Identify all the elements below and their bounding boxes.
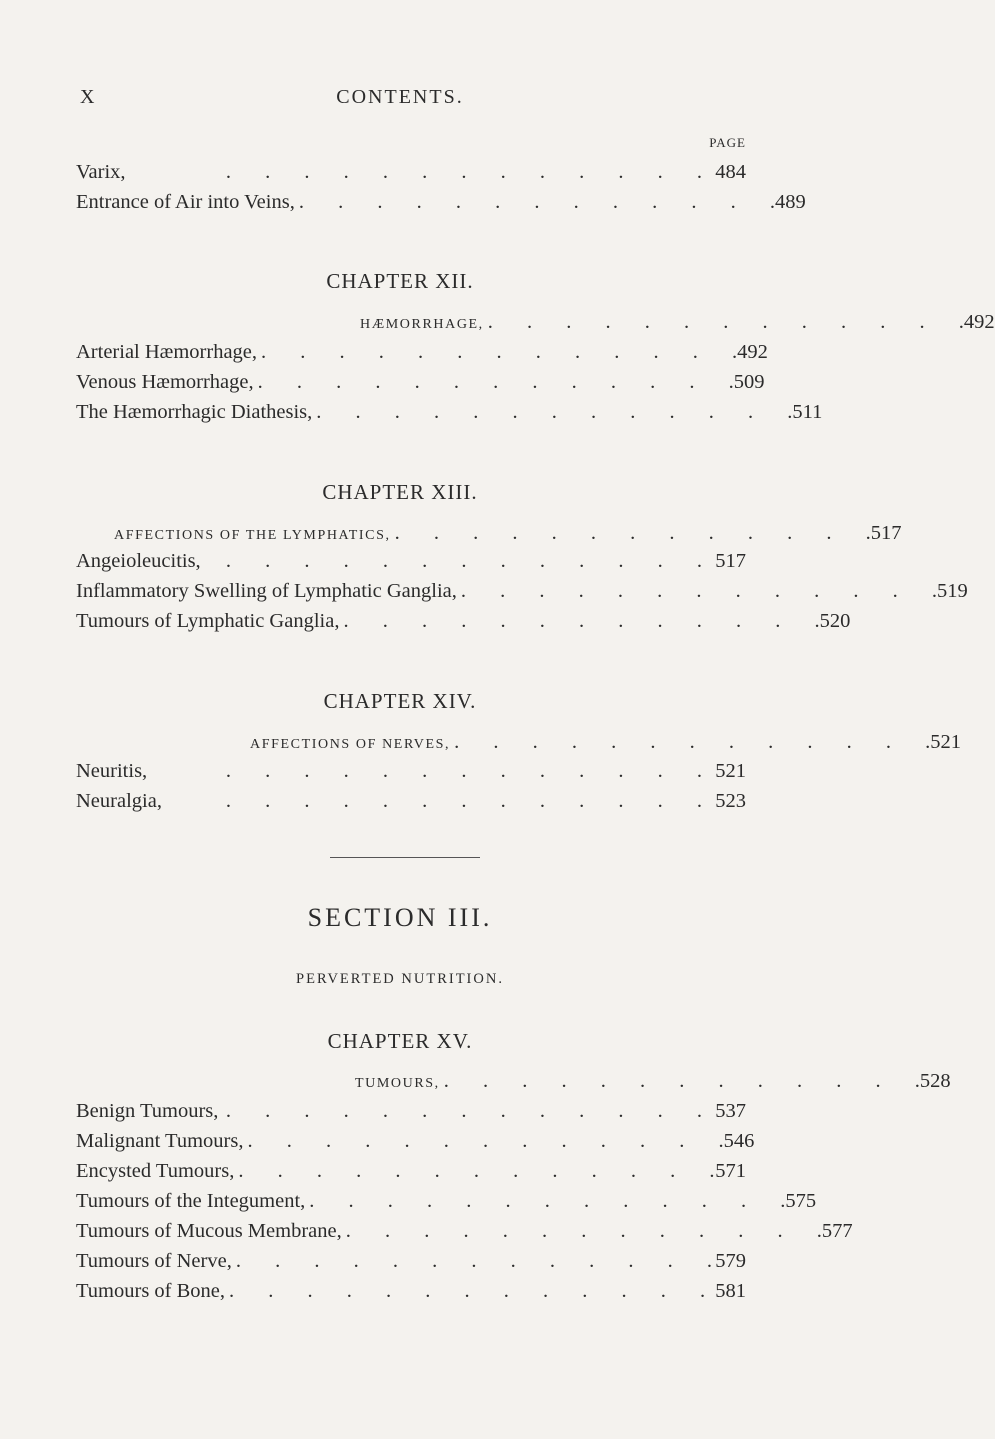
toc-entry-page: 577 xyxy=(821,1220,853,1242)
dot-leader: . . . . . . . . . . . . . xyxy=(225,760,702,782)
toc-entry xyxy=(76,1250,746,1280)
toc-entry xyxy=(76,161,746,191)
toc-entry-title: Entrance of Air into Veins, xyxy=(76,191,295,213)
toc-entry-page: 511 xyxy=(792,401,823,423)
toc-entry-page: 581 xyxy=(715,1280,746,1302)
dot-leader: . . . . . . . . . . . . . xyxy=(316,401,793,423)
chapter-title: CHAPTER XII. xyxy=(326,269,474,293)
toc-entry-page: 546 xyxy=(723,1130,755,1152)
toc-entry-title: Venous Hæmorrhage, xyxy=(76,371,254,393)
toc-entry xyxy=(76,1190,817,1220)
running-head xyxy=(80,86,720,116)
dot-leader: . . . . . . . . . . . . . xyxy=(261,341,738,363)
toc-entry-page: 571 xyxy=(715,1160,746,1182)
page-folio: X xyxy=(80,86,96,108)
toc-entry-title: Encysted Tumours, xyxy=(76,1160,235,1182)
dot-leader: . . . . . . . . . . . . . xyxy=(235,1250,712,1272)
toc-entry-page: 484 xyxy=(715,161,746,183)
toc-entry-title: The Hæmorrhagic Diathesis, xyxy=(76,401,313,423)
running-title: CONTENTS. xyxy=(336,86,464,108)
toc-entry-page: 519 xyxy=(937,580,968,602)
chapter-title: CHAPTER XIV. xyxy=(323,689,477,713)
chapter-subject-title: AFFECTIONS OF THE LYMPHATICS, xyxy=(114,528,391,543)
toc-entry-page: 492 xyxy=(737,341,768,363)
toc-entry-page: 517 xyxy=(715,550,746,572)
toc-entry-title: Varix, xyxy=(76,161,126,183)
chapter-subject-page: 492 xyxy=(963,311,995,333)
toc-entry-title: Tumours of Bone, xyxy=(76,1280,226,1302)
toc-entry-title: Arterial Hæmorrhage, xyxy=(76,341,258,363)
toc-entry-title: Benign Tumours, xyxy=(76,1100,219,1122)
dot-leader: . . . . . . . . . . . . . xyxy=(394,522,871,544)
toc-entry xyxy=(76,371,765,401)
toc-entry-page: 523 xyxy=(715,790,746,812)
dot-leader: . . . . . . . . . . . . . xyxy=(225,1100,702,1122)
toc-entry xyxy=(76,760,746,790)
dot-leader: . . . . . . . . . . . . . xyxy=(247,1130,724,1152)
toc-entry xyxy=(76,1280,746,1310)
chapter-subject-page: 521 xyxy=(930,731,961,753)
chapter-subject xyxy=(76,311,995,341)
toc-entry-page: 521 xyxy=(715,760,746,782)
toc-entry xyxy=(76,1160,746,1190)
chapter-subject xyxy=(76,1070,951,1100)
toc-entry-title: Tumours of the Integument, xyxy=(76,1190,306,1212)
toc-entry-page: 537 xyxy=(715,1100,746,1122)
page-column-label: PAGE xyxy=(709,135,746,150)
toc-entry-title: Angeioleucitis, xyxy=(76,550,201,572)
dot-leader: . . . . . . . . . . . . . xyxy=(225,790,702,812)
toc-entry xyxy=(76,341,768,371)
dot-leader: . . . . . . . . . . . . . xyxy=(487,311,964,333)
toc-entry xyxy=(76,191,806,221)
toc-entry-title: Neuritis, xyxy=(76,760,148,782)
toc-entry-page: 579 xyxy=(715,1250,746,1272)
toc-entry-title: Tumours of Nerve, xyxy=(76,1250,232,1272)
dot-leader: . . . . . . . . . . . . . xyxy=(454,731,931,753)
toc-entry xyxy=(76,790,746,820)
chapter-subject-title: HÆMORRHAGE, xyxy=(360,317,484,332)
toc-entry-title: Tumours of Lymphatic Ganglia, xyxy=(76,610,340,632)
toc-entry-title: Tumours of Mucous Membrane, xyxy=(76,1220,342,1242)
dot-leader: . . . . . . . . . . . . . xyxy=(257,371,734,393)
section-title: SECTION III. xyxy=(307,903,493,932)
dot-leader: . . . . . . . . . . . . . xyxy=(309,1190,786,1212)
dot-leader: . . . . . . . . . . . . . xyxy=(345,1220,822,1242)
chapter-subject-page: 517 xyxy=(870,522,902,544)
toc-entry-page: 509 xyxy=(733,371,765,393)
section-divider xyxy=(330,857,480,858)
toc-entry xyxy=(76,550,746,580)
dot-leader: . . . . . . . . . . . . . xyxy=(225,550,702,572)
toc-entry-title: Inflammatory Swelling of Lymphatic Ganglia, xyxy=(76,580,457,602)
chapter-subject-title: TUMOURS, xyxy=(355,1076,440,1091)
toc-entry-title: Malignant Tumours, xyxy=(76,1130,244,1152)
toc-entry xyxy=(76,580,968,610)
toc-entry xyxy=(76,610,851,640)
dot-leader: . . . . . . . . . . . . . xyxy=(343,610,820,632)
toc-entry xyxy=(76,401,823,431)
chapter-subject-page: 528 xyxy=(919,1070,951,1092)
chapter-title: CHAPTER XIII. xyxy=(322,480,478,504)
toc-entry xyxy=(76,1220,853,1250)
chapter-title: CHAPTER XV. xyxy=(327,1029,473,1053)
dot-leader: . . . . . . . . . . . . . xyxy=(238,1160,715,1182)
toc-entry-title: Neuralgia, xyxy=(76,790,162,812)
dot-leader: . . . . . . . . . . . . . xyxy=(229,1280,706,1302)
toc-entry xyxy=(76,1130,755,1160)
dot-leader: . . . . . . . . . . . . . xyxy=(298,191,775,213)
toc-entry-page: 575 xyxy=(785,1190,817,1212)
section-subtitle: PERVERTED NUTRITION. xyxy=(296,971,504,987)
toc-entry-page: 489 xyxy=(774,191,806,213)
chapter-subject xyxy=(76,731,961,761)
toc-entry xyxy=(76,1100,746,1130)
chapter-subject-title: AFFECTIONS OF NERVES, xyxy=(250,737,451,752)
toc-entry-page: 520 xyxy=(819,610,851,632)
dot-leader: . . . . . . . . . . . . . xyxy=(225,161,702,183)
dot-leader: . . . . . . . . . . . . . xyxy=(460,580,937,602)
chapter-subject xyxy=(76,522,902,552)
dot-leader: . . . . . . . . . . . . . xyxy=(443,1070,920,1092)
